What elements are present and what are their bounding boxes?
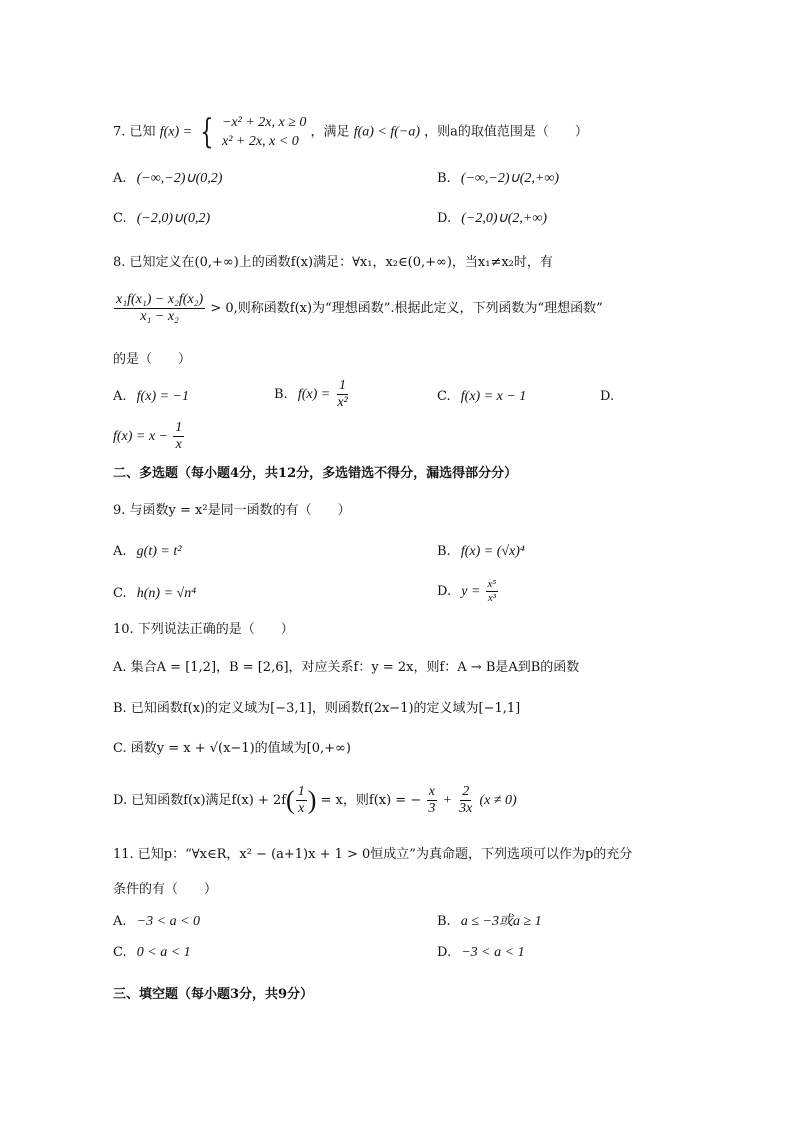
q7-option-b-label: B. [437,171,451,186]
q7-cases [222,113,306,151]
q7-func: f(x) = [159,124,193,140]
q9-option-a-label: A. [113,544,127,559]
q11-option-a-text: −3 < a < 0 [136,914,201,929]
q9-option-c-label: C. [113,586,127,601]
q7-option-a-label: A. [113,171,127,186]
q8-option-b [274,378,351,411]
q8-option-a-text: f(x) = −1 [136,389,189,404]
q8-option-d-fraction [173,420,184,453]
q7-middle: ，满足 [310,124,350,140]
q11-option-a [113,913,200,931]
q10-option-d-frac1 [296,784,307,817]
q7-option-a-text: (−∞,−2)∪(0,2) [136,171,223,186]
q10-option-d-pre: D. 已知函数f(x)满足f(x) + 2f [113,793,287,808]
q8-option-b-fraction [335,378,349,411]
q11-option-c-label: C. [113,945,127,960]
q10-option-d-num3: 2 [462,784,470,799]
q9-option-d [437,578,499,605]
q8-option-c-label: C. [437,389,451,404]
q7-option-b-text: (−∞,−2)∪(2,+∞) [460,171,560,186]
q8-option-b-num: 1 [339,378,347,393]
q11-line1: 11. 已知p：“∀x∈R，x² − (a+1)x + 1 > 0恒成立”为真命题，下列选项可以作为p的充分 [113,847,633,862]
q8-line3: 的是（ ） [113,352,192,367]
q10-option-d-frac3 [457,784,474,817]
q11-option-c [113,944,191,962]
q9-option-d-den: x³ [487,592,496,604]
q8-option-c [437,388,526,406]
q8-option-d-num: 1 [175,420,183,435]
q9-option-b-text: f(x) = (√x)⁴ [460,544,525,559]
q7-stem [113,113,588,151]
q11-option-b-label: B. [437,914,451,929]
q7-option-c [113,210,210,228]
q9-option-d-num: x⁵ [487,578,497,590]
q9-option-d-label: D. [437,584,452,599]
q9-option-b-label: B. [437,544,451,559]
q8-fraction-den: x₁ − x₂ [140,309,179,324]
section-2-title: 二、多选题（每小题4分，共12分，多选错选不得分，漏选得部分分） [113,466,518,481]
q10-option-c: C. 函数y = x + √(x−1)的值域为[0,+∞) [113,741,351,756]
q10-option-d-den1: x [298,801,305,816]
q9-option-d-fraction [486,578,499,605]
q10-option-d-mid: = x，则f(x) = − [320,793,422,808]
q11-option-b [437,913,542,931]
q9-option-a-text: g(t) = t² [136,544,182,559]
q8-fraction-num: x₁f(x₁) − x₂f(x₂) [116,292,204,307]
q8-line1: 8. 已知定义在(0,+∞)上的函数f(x)满足：∀x₁，x₂∈(0,+∞)，当x₁≠x₂时，有 [113,255,553,270]
q11-option-d [437,944,525,962]
q11-option-c-text: 0 < a < 1 [136,945,191,960]
q8-fraction [114,292,205,325]
q7-prefix: 7. 已知 [113,124,156,140]
q7-option-d-label: D. [437,211,452,226]
q7-option-c-label: C. [113,211,127,226]
q11-option-b-text: a ≤ −3或a ≥ 1 [460,914,542,929]
q11-line2: 条件的有（ ） [113,882,218,897]
q9-option-d-pre: y = [461,584,481,599]
q7-case2: x² + 2x, x < 0 [221,134,299,149]
q8-option-a [113,388,189,406]
q11-option-a-label: A. [113,914,127,929]
q8-line2-rest: > 0,则称函数f(x)为“理想函数”.根据此定义，下列函数为“理想函数” [210,301,603,316]
q10-option-d-end: (x ≠ 0) [479,793,517,808]
q8-option-a-label: A. [113,389,127,404]
q8-option-d [113,420,185,453]
q8-line2 [113,292,603,325]
q11-option-d-label: D. [437,945,452,960]
q9-option-a [113,543,181,561]
q7-option-a [113,170,222,188]
q8-option-b-den: x² [337,395,348,410]
q9-option-c [113,585,196,603]
q7-option-b [437,170,559,188]
q8-option-d-label: D. [600,389,615,404]
q8-option-b-pre: f(x) = [297,387,331,402]
q7-option-d [437,210,547,228]
q7-brace: { [200,112,214,152]
q10-option-b: B. 已知函数f(x)的定义域为[−3,1]，则函数f(2x−1)的定义域为[−1,1] [113,701,521,716]
q9-option-c-text: h(n) = √n⁴ [136,586,197,601]
q11-option-d-text: −3 < a < 1 [461,945,525,960]
q10-option-d-num1: 1 [297,784,305,799]
q8-option-b-label: B. [274,387,288,402]
q10-option-d: D. 已知函数f(x)满足f(x) + 2f( $\frac{1}{x}$ ) = x，则f(x) = − $\frac{x}{3}$ + $\frac{2}{3x}$ (x ≠ 0) [113,784,517,816]
q10-option-a: A. 集合A = [1,2]，B = [2,6]，对应关系f：y = 2x，则f：A → B是A到B的函数 [113,660,580,675]
q10-option-d-den3: 3x [459,801,473,816]
section-3-title: 三、填空题（每小题3分，共9分） [113,987,314,1002]
q8-option-d-den: x [175,437,182,452]
q9-stem: 9. 与函数y = x²是同一函数的有（ ） [113,503,351,518]
q10-stem: 10. 下列说法正确的是（ ） [113,622,294,637]
q10-option-d-plus: + [442,793,452,808]
q8-option-d-pre: f(x) = x − [113,429,169,444]
q7-case1: −x² + 2x, x ≥ 0 [221,115,307,130]
q10-option-d-frac2 [426,784,437,817]
q9-option-b [437,543,525,561]
q7-cond: f(a) < f(−a) [353,124,421,140]
q7-option-c-text: (−2,0)∪(0,2) [136,211,211,226]
q10-option-d-den2: 3 [428,801,436,816]
q10-option-d-num2: x [428,784,435,799]
q7-suffix: ，则a的取值范围是（ ） [424,124,588,140]
q7-option-d-text: (−2,0)∪(2,+∞) [461,211,548,226]
q8-option-c-text: f(x) = x − 1 [460,389,527,404]
